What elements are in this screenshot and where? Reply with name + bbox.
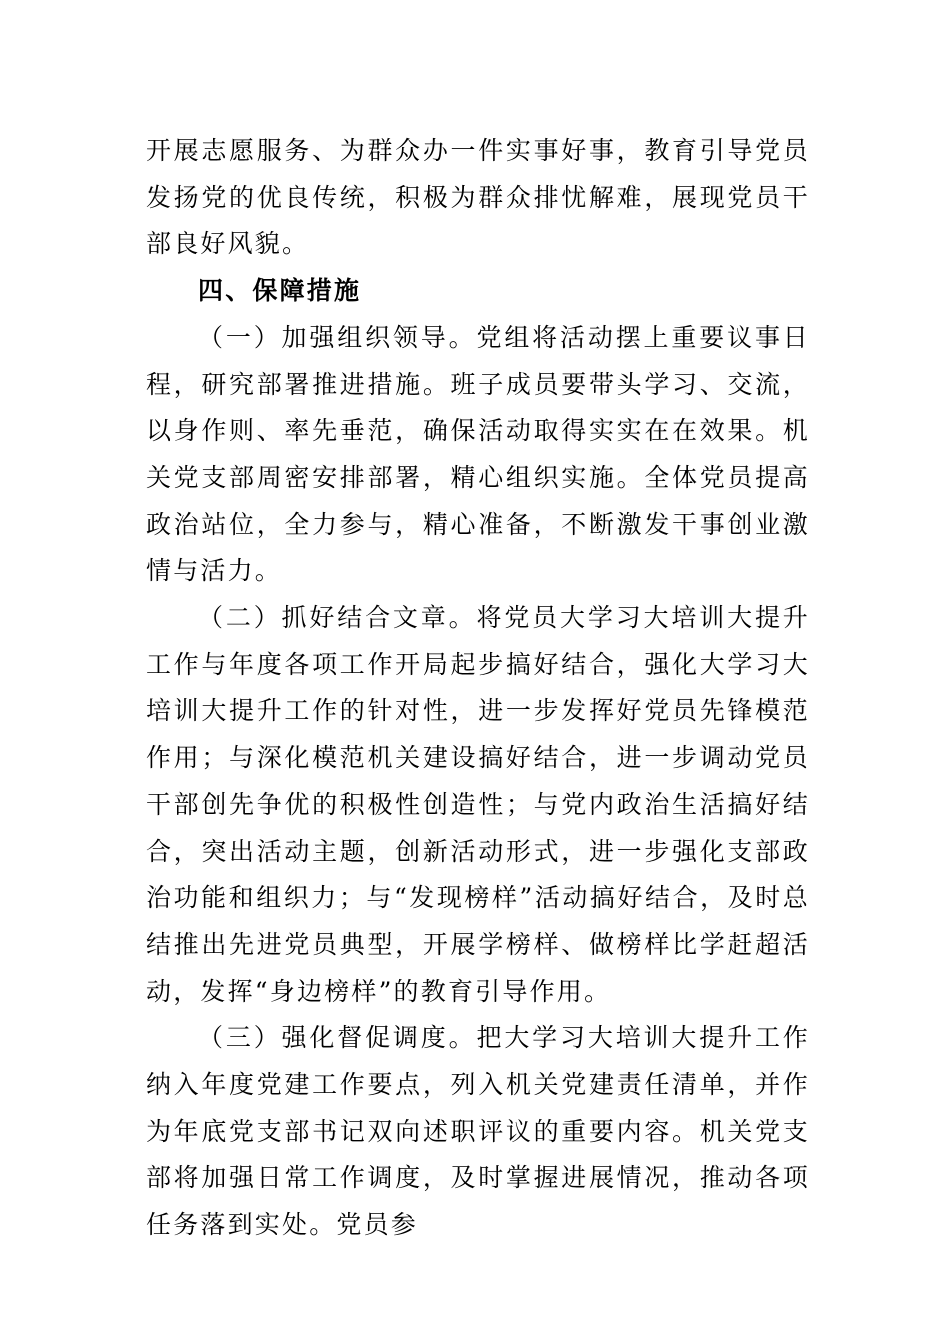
document-page: [146, 128, 810, 1249]
continuation-paragraph: 开展志愿服务、为群众办一件实事好事，教育引导党员发扬党的优良传统，积极为群众排忧解难，展现党员干部良好风貌。: [146, 136, 810, 259]
paragraph-integration: （二）抓好结合文章。将党员大学习大培训大提升工作与年度各项工作开局起步搞好结合，强化大学习大培训大提升工作的针对性，进一步发挥好党员先锋模范作用；与深化模范机关建设搞好结合，进一步调动党员干部创先争优的积极性创造性；与党内政治生活搞好结合，突出活动主题，创新活动形式，进一步强化支部政治功能和组织力；与“发现榜样”活动搞好结合，及时总结推出先进党员典型，开展学榜样、做榜样比学赶超活动，发挥“身边榜样”的教育引导作用。: [146, 603, 810, 1006]
section-heading: 四、保障措施: [198, 276, 362, 306]
paragraph-supervision: （三）强化督促调度。把大学习大培训大提升工作纳入年度党建工作要点，列入机关党建责任清单，并作为年底党支部书记双向述职评议的重要内容。机关党支部将加强日常工作调度，及时掌握进展情况，推动各项任务落到实处。党员参: [146, 1023, 810, 1240]
paragraph-organization-leadership: （一）加强组织领导。党组将活动摆上重要议事日程，研究部署推进措施。班子成员要带头学习、交流，以身作则、率先垂范，确保活动取得实实在在效果。机关党支部周密安排部署，精心组织实施。全体党员提高政治站位，全力参与，精心准备，不断激发干事创业激情与活力。: [146, 322, 810, 586]
